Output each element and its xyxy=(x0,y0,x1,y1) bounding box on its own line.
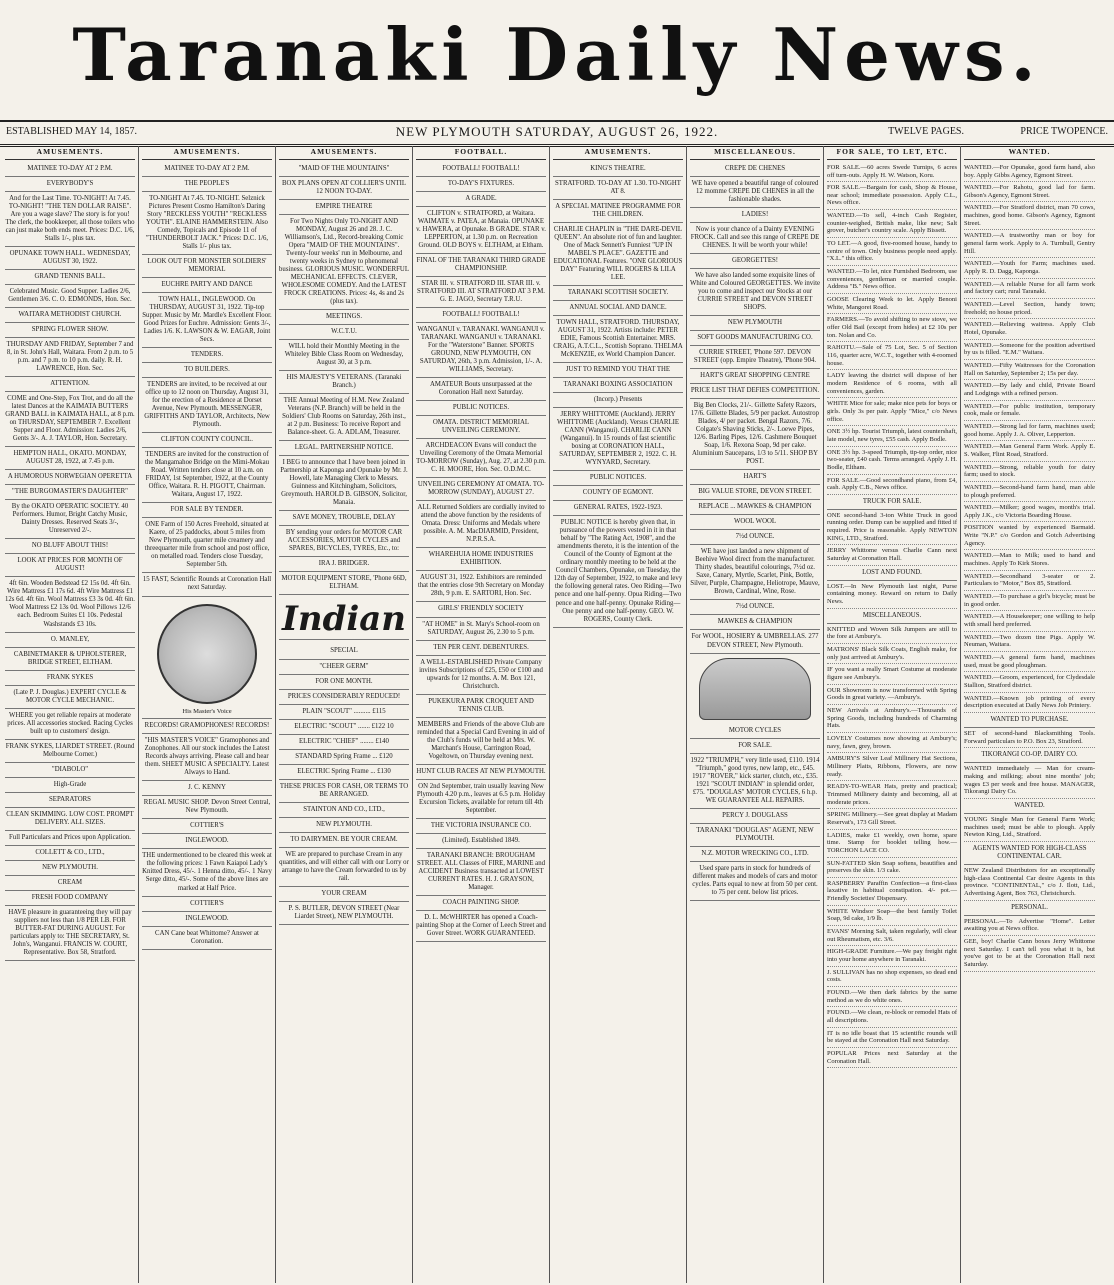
classified-ad: WANTED.—Someone for the position advertised by us is filled. "E.M." Waitara. xyxy=(964,340,1095,360)
ad-headline: HART'S xyxy=(690,470,820,485)
ad-subheading: Full Particulars and Prices upon Application. xyxy=(5,831,135,846)
classified-ad: FOUND.—We clean, re-block or remodel Hats of all descriptions. xyxy=(827,1007,957,1027)
ad-heading: FOOTBALL! FOOTBALL! xyxy=(416,308,546,323)
ad-body: THE undermentioned to be cleared this week at the following prices: 1 Fawn Kaiapoi Lady's Knitted Dress, 45/-. 1 Henna ditto, 45/-. 1 Navy Serge ditto, 45/-. Some of the above lines are marked at Half Price. xyxy=(142,849,272,896)
classified-ad: WANTED.—Strong lad for farm, machines used; good home. Apply J. A. Oliver, Lepperton. xyxy=(964,421,1095,441)
classified-ad: POSITION wanted by experienced Barmaid. Write "N.P." c/o Gordon and Gotch Advertising Agency. xyxy=(964,522,1095,550)
ad-subheading: NEW PLYMOUTH. xyxy=(279,818,409,833)
ad-body: ON 2nd September, train usually leaving New Plymouth 4.20 p.m., leaves at 6.5 p.m. Holiday Excursion Tickets, available for return till 4th September. xyxy=(416,780,546,819)
ad-subheading: UNVEILING CEREMONY AT OMATA. TO-MORROW (SUNDAY), AUGUST 27. xyxy=(416,478,546,501)
ad-body: WANGANUI v. TARANAKI. WANGANUI v. TARANAKI. WANGANUI v. TARANAKI. For the "Waterstone" Banner. SPORTS GROUND, NEW PLYMOUTH, ON SATURDAY, 26th, 3 p.m. Admission, 1/-. A. WILLIAMS, Secretary. xyxy=(416,323,546,378)
section-header: AMUSEMENTS. xyxy=(5,146,135,160)
classified-ad: AMBURY'S Silver Leaf Millinery Hat Sections, Millinery Plaits, Ribbons, Flowers, are now ready. xyxy=(827,753,957,781)
ad-subheading: TARANAKI "DOUGLAS" AGENT, NEW PLYMOUTH. xyxy=(690,824,820,847)
classified-ad: WHITE Windsor Soap—the best family Toilet Soap, 9d cake, 1/9 lb. xyxy=(827,906,957,926)
ad-body: CAN Cane beat Whittome? Answer at Coronation. xyxy=(142,927,272,950)
ad-subheading: A SPECIAL MATINEE PROGRAMME FOR THE CHILDREN. xyxy=(553,200,683,223)
column-5 xyxy=(550,146,687,1283)
section-header: AMUSEMENTS. xyxy=(142,146,272,160)
classified-ad: EVANS' Morning Salt, taken regularly, will clear out Rheumatism, etc. 3/6. xyxy=(827,926,957,946)
price-line: PLAIN "SCOUT" .......... £115 xyxy=(279,705,409,720)
ad-body: AUGUST 31, 1922. Exhibitors are reminded that the entries close 9th Secretary on Monday 28th, 9 p.m. E. SARTORI, Hon. Sec. xyxy=(416,571,546,602)
classified-ad: FOUND.—We then dark fabrics by the same method as we do white ones. xyxy=(827,987,957,1007)
ad-subheading: MATINEE TO-DAY AT 2 P.M. xyxy=(142,162,272,177)
classified-ad: WANTED.—For Stratford district, man 70 cows, machines, good home. Gibson's Agency, Egmont Street. xyxy=(964,202,1095,230)
ad-body: STAR III. v. STRATFORD III. STAR III. v. STRATFORD III. AT STRATFORD AT 3 P.M. G. E. JAGO, Secretary T.R.U. xyxy=(416,277,546,308)
ad-headline: EMPIRE THEATRE xyxy=(279,200,409,215)
ad-body: TARANAKI BRANCH: BROUGHAM STREET. ALL Classes of FIRE, MARINE and ACCIDENT Business transacted at LOWEST CURRENT RATES. H. J. GRAYSON, Manager. xyxy=(416,849,546,896)
classified-ad: WANTED.—A reliable Nurse for all farm work and factory cart; rural Taranaki. xyxy=(964,279,1095,299)
classified-ad: LOST.—In New Plymouth last night, Purse containing money. Reward on return to Daily News. xyxy=(827,581,957,609)
gramophone-logo-icon xyxy=(157,604,257,704)
ad-heading: NO BLUFF ABOUT THIS! xyxy=(5,539,135,554)
classified-ad: PERSONAL.—To Advertise "Home". Letter awaiting you at News office. xyxy=(964,916,1095,936)
ad-body: TOWN HALL, STRATFORD. THURSDAY, AUGUST 31, 1922. Artists include: PETER EDIE, Famous Scottish Entertainer. MRS. CRAIG, A.T.C.L., Scottish Soprano. THELMA McKENZIE, ex World Champion Dancer. xyxy=(553,316,683,363)
ad-heading: SPRING FLOWER SHOW. xyxy=(5,323,135,338)
classified-ad: ONE 3½ hp. Tourist Triumph, latest countershaft, late model, new tyres, £55 cash. Apply Bodle. xyxy=(827,426,957,446)
classified-ad: IF you want a really Smart Costume at moderate figure see Ambury's. xyxy=(827,664,957,684)
ad-heading: IRA J. BRIDGER. xyxy=(279,557,409,572)
ad-subheading: N.Z. MOTOR WRECKING CO., LTD. xyxy=(690,847,820,862)
indian-logo-text: Indian xyxy=(279,599,409,640)
ad-body: CLIFTON v. STRATFORD, at Waitara. WAIMATE v. PATEA, at Manaia. OPUNAKE v. HAWERA, at Opunake. B GRADE. STAR v. LEPPERTON, at 1.30 p.m. on Recreation Ground. OLD BOYS v. ELTHAM, at Eltham. xyxy=(416,207,546,254)
classified-ad: NEW Zealand Distributors for an exceptionally high-class Continental Car desire Agents in this province. "CONTINENTAL," c/o J. Ilott, Ltd., Advertising Agent, Box 763, Christchurch. xyxy=(964,865,1095,901)
ad-subheading: TARANAKI SCOTTISH SOCIETY. xyxy=(553,286,683,301)
columns-container xyxy=(2,146,1112,1283)
classified-ad: FARMERS.—To avoid shifting to new stove, we offer Old Bail (except from hides) at £2 10s per ton. Nolan and Co. xyxy=(827,314,957,342)
ad-subheading: MISCELLANEOUS. xyxy=(827,609,957,624)
classified-ad: KNITTED and Woven Silk Jumpers are still to the fore at Ambury's. xyxy=(827,624,957,644)
ad-headline: COTTIER'S xyxy=(142,897,272,912)
motorcycle-illustration xyxy=(699,658,811,720)
ad-subheading: PUKEKURA PARK CROQUET AND TENNIS CLUB. xyxy=(416,695,546,718)
ad-heading: COLLETT & CO., LTD., xyxy=(5,846,135,861)
classified-ad: WANTED.—By lady and child, Private Board and Lodgings with a refined person. xyxy=(964,380,1095,400)
ad-body: 1922 "TRIUMPH," very little used, £110. 1914 "Triumph," good tyres, new lamp, etc., £45. 1917 "ROVER," kick starter, clutch, etc., £35. 1921 "SCOUT INDIAN" in splendid order, £75. "DOUGLAS" MOTOR CYCLES, 6 h.p. WE GUARANTEE ALL REPAIRS. xyxy=(690,754,820,809)
ad-subheading: LOOK AT PRICES FOR MONTH OF AUGUST! xyxy=(5,554,135,577)
classified-ad: WANTED.—A general farm hand, machines used, must be good ploughman. xyxy=(964,652,1095,672)
ad-subheading: GENERAL RATES, 1922-1923. xyxy=(553,501,683,516)
classified-ad: POPULAR Prices next Saturday at the Coronation Hall. xyxy=(827,1048,957,1068)
classified-ad: WANTED.—For Rahotu, good lad for farm. Gibson's Agency, Egmont Street. xyxy=(964,182,1095,202)
ad-headline: CREAM xyxy=(5,876,135,891)
ad-subheading: NEW PLYMOUTH. xyxy=(5,861,135,876)
ad-subheading: REPLACE ... MAWKES & CHAMPION xyxy=(690,500,820,515)
ad-headline: YOUR CREAM xyxy=(279,887,409,902)
ad-subheading: LADIES! xyxy=(690,208,820,223)
ad-body: TOWN HALL, INGLEWOOD. On THURSDAY, AUGUST 31, 1922. Tip-top Supper. Music by Mr. Mardle's Excellent Floor. Good Prizes for Euchre. Admission: Gents 3/-, Ladies 1/6. K. LAWSON & W. EAGAR, Joint Secs. xyxy=(142,293,272,348)
ad-subheading: LEGAL. PARTNERSHIP NOTICE. xyxy=(279,441,409,456)
ad-subheading: FOR ONE MONTH. xyxy=(279,675,409,690)
ad-body: For Two Nights Only TO-NIGHT AND MONDAY, August 26 and 28. J. C. Williamson's, Ltd., Record-breaking Comic Opera "MAID OF THE MOUNTAINS". Twenty-four weeks' run in Melbourne, and twenty weeks in Sydney to phenomenal business. GLORIOUS MUSIC. WONDERFUL MECHANICAL EFFECTS. CLEVER, WHOLESOME COMEDY. And the LATEST FROCK CREATIONS. Prices: 4s, 4s and 2s (plus tax). xyxy=(279,215,409,310)
ad-subheading: LOOK OUT FOR MONSTER SOLDIERS' MEMORIAL xyxy=(142,255,272,278)
ad-body: 4ft 6in. Wooden Bedstead £2 15s 0d. 4ft 6in. Wire Mattress £1 17s 6d. 4ft Wire Mattress £1 12s 6d. 4ft 6in. Wool Mattress £3 3s 0d. 4ft 6in. Wool Mattress £2 13s 0d. Wool Pillows 12/6 each. Bedroom Suites £1 10s. Pedestal Washstands £3 10s. xyxy=(5,577,135,632)
classified-ad: RAHOTU.—Sale of 75 Lot, Sec. 5 of Section 116, quarter acre, W.C.T., together with 4-roomed house. xyxy=(827,342,957,370)
ad-body: WHERE you get reliable repairs at moderate prices. All accessories stocked. Racing Cycles built up to customers' design. xyxy=(5,709,135,740)
ad-subheading: ATTENTION. xyxy=(5,377,135,392)
column-3 xyxy=(276,146,413,1283)
ad-heading: EUCHRE PARTY AND DANCE xyxy=(142,278,272,293)
ad-subheading: TO BUILDERS. xyxy=(142,363,272,378)
ad-subheading: PUBLIC NOTICES. xyxy=(553,471,683,486)
classified-ad: LADIES, make £1 weekly, own home, spare time. Stamp for booklet telling how.—TORCHON LACE CO. xyxy=(827,830,957,858)
ad-subheading: GIRLS' FRIENDLY SOCIETY xyxy=(416,602,546,617)
ad-body: TO-NIGHT At 7.45. TO-NIGHT. Selznick Pictures Present Cosmo Hamilton's Daring Story "RECKLESS YOUTH" "RECKLESS YOUTH". ELAINE HAMMERSTEIN. Also Comedy, Topicals and Episode 11 of "THUNDERBOLT JACK." Prices: D.C. 1/6, Stalls 1/- plus tax. xyxy=(142,192,272,255)
ad-body: WE have just landed a new shipment of Beehive Wool direct from the manufacturer. Thirty shades, beautiful colourings, 7½d oz. Saxe, Canary, Myrtle, Scarlet, Pink, Bottle, Silver, Purple, Champagne, Heliotrope, Mauve, Brown, Cardinal, Wine, Rose. xyxy=(690,545,820,600)
masthead xyxy=(0,0,1114,120)
price-line: STANDARD Spring Frame ... £120 xyxy=(279,750,409,765)
ad-subheading: FRANK SYKES, LIARDET STREET. (Round Melbourne Corner.) xyxy=(5,740,135,763)
classified-ad: WANTED.—Youth for Farm; machines used. Apply R. D. Dagg, Kaponga. xyxy=(964,258,1095,278)
ad-heading: PERCY J. DOUGLASS xyxy=(690,809,820,824)
classified-ad: JERRY Whittome versus Charlie Cann next Saturday at Coronation Hall. xyxy=(827,545,957,565)
ad-body: WILL hold their Monthly Meeting in the Whiteley Bible Class Room on Wednesday, August 30, at 3 p.m. xyxy=(279,340,409,371)
established-date: ESTABLISHED MAY 14, 1857. xyxy=(6,126,137,137)
classified-ad: WANTED.—Man General Farm Work. Apply E. S. Walker, Flint Road, Stratford. xyxy=(964,441,1095,461)
classified-ad: SUN-FATTED Skin Soap softens, beautifies and preserves the skin. 1/3 cake. xyxy=(827,858,957,878)
ad-heading: STAINTON AND CO., LTD., xyxy=(279,803,409,818)
ad-body: PUBLIC NOTICE is hereby given that, in pursuance of the powers vested in it in that behalf by "The Rating Act, 1908", and the amendments thereto, it is the intention of the Council of the County of Egmont at the ordinary monthly meeting to be held at the Council Chambers, Opunake, on Tuesday, the 12th day of September, 1922, to make and levy the following general rates. Oeo Riding—Two pence and one half-penny. Opua Riding—Two pence and one half-penny. Opunake Riding—One penny and one half-penny. GEO. W. ROGERS, County Clerk. xyxy=(553,516,683,627)
ad-body: ONE Farm of 150 Acres Freehold, situated at Kaere, of 25 paddocks, about 5 miles from New Plymouth, quarter mile creamery and threequarter mile from school and post office, on metalled road. Tenders close Tuesday, September 5th. xyxy=(142,518,272,573)
ad-headline: COTTIER'S xyxy=(142,819,272,834)
ad-headline: SOFT GOODS MANUFACTURING CO. xyxy=(690,331,820,346)
ad-heading: 15 FAST, Scientific Rounds at Coronation Hall next Saturday. xyxy=(142,573,272,596)
ad-body: ALL Returned Soldiers are cordially invited to attend the above function by the residents of Omata. Dress: Uniforms and Medals where possible. A. M. MacDIARMID, President, N.P.R.S.A. xyxy=(416,501,546,548)
column-1 xyxy=(2,146,139,1283)
ad-body: WE are prepared to purchase Cream in any quantities, and will either call with our Lorry or arrange to have the Cream forwarded to us by rail. xyxy=(279,848,409,887)
ad-body: D. L. McWHIRTER has opened a Coach-painting Shop at the Corner of Leech Street and Gover Street. WORK GUARANTEED. xyxy=(416,911,546,942)
ad-subheading: HUNT CLUB RACES AT NEW PLYMOUTH. xyxy=(416,765,546,780)
ad-subheading: WAITARA METHODIST CHURCH. xyxy=(5,308,135,323)
ad-subheading: INGLEWOOD. xyxy=(142,912,272,927)
ad-headline: KING'S THEATRE. xyxy=(553,162,683,177)
his-masters-voice-logo xyxy=(142,597,272,720)
ad-subheading: (Limited). Established 1849. xyxy=(416,834,546,849)
price-line: ELECTRIC "SCOUT" ....... £122 10 xyxy=(279,720,409,735)
ad-body: HAVE pleasure in guaranteeing they will pay suppliers not less than 1/8 PER LB. FOR BUTTER-FAT DURING AUGUST. For particulars apply to: THE SECRETARY, St. John's, Wanganui. FRANCIS W. COURT, Representative. Box 58, Stratford. xyxy=(5,906,135,961)
section-header: MISCELLANEOUS. xyxy=(690,146,820,160)
ad-subheading: TRUCK FOR SALE. xyxy=(827,495,957,510)
ad-body: TENDERS are invited, to be received at our office up to 12 noon on Thursday, August 31, for the erection of a Residence at Dorset Avenue, New Plymouth. MESSENGER, GRIFFITHS AND TAYLOR, Architects, New Plymouth. xyxy=(142,378,272,433)
ad-body: JERRY WHITTOME (Auckland). JERRY WHITTOME (Auckland). Versus CHARLIE CANN (Wanganui). CHARLIE CANN (Wanganui). In 15 rounds of fast scientific boxing at CORONATION HALL, SATURDAY, SEPTEMBER 2, 1922. C. H. WYNYARD, Secretary. xyxy=(553,408,683,471)
ad-subheading: FOR SALE BY TENDER. xyxy=(142,503,272,518)
classified-ad: READY-TO-WEAR Hats, pretty and practical; Trimmed Millinery dainty and becoming, all at moderate prices. xyxy=(827,781,957,809)
classified-ad: HIGH-GRADE Furniture.—We pay freight right into your home anywhere in Taranaki. xyxy=(827,946,957,966)
classified-ad: WANTED.—Milker; good wages, month's trial. Apply J.K., c/o Victoria Boarding House. xyxy=(964,502,1095,522)
ad-subheading: (Incorp.) Presents xyxy=(553,393,683,408)
classified-ad: WANTED.—Groom, experienced, for Clydesdale Stallion, Stratford district. xyxy=(964,672,1095,692)
ad-subheading: High-Grade xyxy=(5,778,135,793)
ad-headline: HART'S GREAT SHOPPING CENTRE xyxy=(690,369,820,384)
section-header: AMUSEMENTS. xyxy=(553,146,683,160)
ad-subheading: Celebrated Music. Good Supper. Ladies 2/6, Gentlemen 3/6. C. O. EDMONDS, Hon. Sec. xyxy=(5,285,135,308)
classified-ad: WANTED.—A Housekeeper; one willing to help with small herd preferred. xyxy=(964,611,1095,631)
ad-headline: FRANK SYKES xyxy=(5,671,135,686)
ad-subheading: NEW PLYMOUTH xyxy=(690,316,820,331)
ad-subheading: WANTED TO PURCHASE. xyxy=(964,713,1095,728)
ad-subheading: JUST TO REMIND YOU THAT THE xyxy=(553,363,683,378)
classified-ad: WANTED.—To sell, 4-inch Cash Register, counter-weighed, British make, like new; Salt grover, butcher's country scale. Apply Bissett. xyxy=(827,210,957,238)
ad-subheading: OMATA. DISTRICT MEMORIAL UNVEILING CEREMONY. xyxy=(416,416,546,439)
classified-ad: GOOSE Clearing Week to let. Apply Benoni White, Mangorei Road. xyxy=(827,294,957,314)
ad-headline: MAWKES & CHAMPION xyxy=(690,615,820,630)
classified-ad: LOVELY Costumes now showing at Ambury's; navy, fawn, grey, brown. xyxy=(827,733,957,753)
ad-subheading: MEETINGS. xyxy=(279,310,409,325)
ad-headline: EVERYBODY'S xyxy=(5,177,135,192)
column-4 xyxy=(413,146,550,1283)
classified-ad: IT is no idle boast that 15 scientific rounds will be stayed at the Coronation Hall next Saturday. xyxy=(827,1028,957,1048)
ad-heading: ANNUAL SOCIAL AND DANCE. xyxy=(553,301,683,316)
ad-subheading: PERSONAL. xyxy=(964,901,1095,916)
classified-ad: WANTED.—To let, nice Furnished Bedroom, use conveniences, gentleman or married couple. Address "B." News office. xyxy=(827,266,957,294)
dateline-bar xyxy=(0,120,1114,147)
ad-heading: SAVE MONEY, TROUBLE, DELAY xyxy=(279,511,409,526)
ad-subheading: THESE PRICES FOR CASH, OR TERMS TO BE ARRANGED. xyxy=(279,780,409,803)
ad-heading: "DIABOLO" xyxy=(5,763,135,778)
section-header: AMUSEMENTS. xyxy=(279,146,409,160)
classified-ad: WANTED.—Strong, reliable youth for dairy farm; used to stock. xyxy=(964,462,1095,482)
ad-body: Now is your chance of a Dainty EVENING FROCK. Call and see this range of CREPE DE CHENES. It will be worth your while! xyxy=(690,223,820,254)
ad-heading: SPECIAL xyxy=(279,644,409,659)
classified-ad: SET of second-hand Blacksmithing Tools. Forward particulars to P.O. Box 23, Stratford. xyxy=(964,728,1095,748)
ad-body: We have also landed some exquisite lines of White and Coloured GEORGETTES. We invite you to come and inspect our Stocks at our CURRIE STREET and DEVON STREET SHOPS. xyxy=(690,269,820,316)
ad-body: COME and One-Step, Fox Trot, and do all the latest Dances at the KAIMATA BUTTERS GRAND BALL in KAIMATA HALL, at 8 p.m. on THURSDAY, SEPTEMBER 7. Excellent Supper and Floor. Admission: Ladies 2/6, Gents 3/-. A. J. TAYLOR, Hon. Secretary. xyxy=(5,392,135,447)
ad-heading: "CHEER GERM" xyxy=(279,660,409,675)
logo-caption: His Master's Voice xyxy=(182,707,232,715)
ad-subheading: TIKORANGI CO-OP. DAIRY CO. xyxy=(964,748,1095,763)
classified-ad: GEE, boy! Charlie Cann boxes Jerry Whittome next Saturday. I can't tell you what it is, but you've got to be at the Coronation Hall next Saturday. xyxy=(964,936,1095,972)
ad-body: And for the Last Time. TO-NIGHT! At 7.45. TO-NIGHT! "THE TEN DOLLAR RAISE". Are you a wage slave? The story is for you! The clerk, the bookkeeper, all those toilers who can just make both ends meet. Prices: D.C. 1/6, Stalls 1/-, plus tax. xyxy=(5,192,135,247)
ad-body: By the OKATO OPERATIC SOCIETY. 40 Performers. Humor, Bright Catchy Music, Dainty Dresses. Reserved Seats 3/-, Unreserved 2/-. xyxy=(5,500,135,539)
column-7 xyxy=(824,146,961,1283)
ad-heading: FOOTBALL! FOOTBALL! xyxy=(416,162,546,177)
ad-body: AMATEUR Bouts unsurpassed at the Coronation Hall next Saturday. xyxy=(416,378,546,401)
ad-subheading: STRATFORD. TO-DAY AT 1.30. TO-NIGHT AT 8. xyxy=(553,177,683,200)
page-count: TWELVE PAGES. xyxy=(888,126,964,137)
ad-subheading: CLEAN SKIMMING. LOW COST. PROMPT DELIVERY. ALL SIZES. xyxy=(5,808,135,831)
ad-heading: 7½d OUNCE. xyxy=(690,600,820,615)
ad-subheading: FOR SALE. xyxy=(690,739,820,754)
ad-subheading: REGAL MUSIC SHOP. Devon Street Central, New Plymouth. xyxy=(142,796,272,819)
classified-ad: WANTED.—Relieving waitress. Apply Club Hotel, Opunake. xyxy=(964,319,1095,339)
ad-subheading: PRICE LIST THAT DEFIES COMPETITION. xyxy=(690,384,820,399)
ad-heading: FINAL OF THE TARANAKI THIRD GRADE CHAMPIONSHIP. xyxy=(416,254,546,277)
ad-body: BY sending your orders for MOTOR CAR ACCESSORIES, MOTOR CYCLES and SPARES, BICYCLES, TYRES, Etc., to: xyxy=(279,526,409,557)
ad-subheading: HEMPTON HALL, OKATO. MONDAY, AUGUST 28, 1922, at 7.45 p.m. xyxy=(5,447,135,470)
ad-headline: TARANAKI BOXING ASSOCIATION xyxy=(553,378,683,393)
ad-body: Big Ben Clocks, 21/-. Gillette Safety Razors, 17/6. Gillette Blades, 5/9 per packet. Autostrop Blades, 4/ per packet. Bengal Razors, 7/6. Colgate's Shaving Sticks, 2/-. Loewe Pipes, 12/6. Barling Pipes, 12/6. Cashmere Bouquet Soap, 1/6. Rexona Soap, 9d per cake. Aluminium Saucepans, 1/3 to 5/11. SHOP BY POST. xyxy=(690,399,820,470)
ad-subheading: W.C.T.U. xyxy=(279,325,409,340)
ad-body: THE Annual Meeting of H.M. New Zealand Veterans (N.P. Branch) will be held in the Soldiers' Club Rooms on Saturday, 26th inst., at 2 p.m. Business: To receive Report and Balance-sheet. G. A. ADLAM, Treasurer. xyxy=(279,394,409,441)
classified-ad: WANTED.—For public institution, temporary cook, male or female. xyxy=(964,401,1095,421)
price-line: ELECTRIC Spring Frame ... £130 xyxy=(279,765,409,780)
ad-body: "HIS MASTER'S VOICE" Gramophones and Zonophones. All our stock includes the Latest Records always arriving. Please call and hear them. SHEET MUSIC A SPECIALTY. Latest Always to Hand. xyxy=(142,734,272,781)
ad-subheading: P. S. BUTLER, DEVON STREET (Near Liardet Street), NEW PLYMOUTH. xyxy=(279,902,409,925)
classified-ad: SPRING Millinery.—See great display at Madam Reservat's, 173 Gill Street. xyxy=(827,809,957,829)
classified-ad: TO LET.—A good, five-roomed house, handy to centre of town. Only business people need apply. "X.L." this office. xyxy=(827,238,957,266)
ad-subheading: TO DAIRYMEN. BE YOUR CREAM. xyxy=(279,833,409,848)
ad-subheading: CLIFTON COUNTY COUNCIL. xyxy=(142,433,272,448)
ad-heading: O. MANLEY, xyxy=(5,633,135,648)
ad-heading: "THE BURGOMASTER'S DAUGHTER" xyxy=(5,485,135,500)
classified-ad: WANTED.—For Opunake, good farm hand, also boy. Apply Gibbs Agency, Egmont Street. xyxy=(964,162,1095,182)
column-6 xyxy=(687,146,824,1283)
newspaper-title: Taranaki Daily News. xyxy=(72,12,1042,97)
classified-ad: WANTED.—Secondhand 3-seater or 2. Particulars to "Motor," Box 85, Stratford. xyxy=(964,571,1095,591)
ad-subheading: WANTED. xyxy=(964,799,1095,814)
classified-ad: WANTED.—Man to Milk; used to hand and machines. Apply To Kirk Stores. xyxy=(964,550,1095,570)
ad-subheading: A GRADE. xyxy=(416,192,546,207)
ad-subheading: INGLEWOOD. xyxy=(142,834,272,849)
ad-heading: A HUMOROUS NORWEGIAN OPERETTA xyxy=(5,470,135,485)
classified-ad: WHITE Mice for sale; make nice pets for boys or girls. Only 3s per pair. Apply "Mice," c/o News office. xyxy=(827,398,957,426)
ad-heading: MOTOR CYCLES xyxy=(690,724,820,739)
classified-ad: J. SULLIVAN has no shop expenses, so dead end costs. xyxy=(827,967,957,987)
classified-ad: LADY leaving the district will dispose of her modern Residence of 6 rooms, with all conveniences, garden. xyxy=(827,370,957,398)
classified-ad: WANTED.—Fifty Waitresses for the Coronation Hall on Saturday, September 2; 15s per day. xyxy=(964,360,1095,380)
classified-ad: OUR Showroom is now transformed with Spring Goods in great variety. —Ambury's. xyxy=(827,685,957,705)
section-header: FOR SALE, TO LET, ETC. xyxy=(827,146,957,160)
ad-subheading: LOST AND FOUND. xyxy=(827,566,957,581)
section-header: FOOTBALL. xyxy=(416,146,546,160)
classified-ad: YOUNG Single Man for General Farm Work; machines used; must be able to plough. Apply Newton King, Ltd., Stratford. xyxy=(964,814,1095,842)
classified-ad: ONE second-hand 3-ton White Truck in good running order. Dump can be supplied and fitted if required. Price is reasonable. Apply NEWTON KING, LTD., Stratford. xyxy=(827,510,957,546)
classified-ad: RASPBERRY Paraffin Confection—a first-class laxative in habitual constipation. 4/- pot.—Friendly Societies' Dispensary. xyxy=(827,878,957,906)
issue-date: NEW PLYMOUTH SATURDAY, AUGUST 26, 1922. xyxy=(395,124,719,139)
classified-ad: ONE 3½ hp. 3-speed Triumph, tip-top order, nice two-seater, £40 cash. Terms arranged. Apply J. H. Bodle, Eltham. xyxy=(827,447,957,475)
classified-ad: MATRONS' Black Silk Coats, English make, for only just arrived at Ambury's. xyxy=(827,644,957,664)
ad-headline: CREPE DE CHENES xyxy=(690,162,820,177)
ad-headline: J. C. KENNY xyxy=(142,781,272,796)
ad-subheading: MOTOR EQUIPMENT STORE, 'Phone 66D, ELTHAM. xyxy=(279,572,409,595)
ad-subheading: OPUNAKE TOWN HALL. WEDNESDAY, AUGUST 30, 1922. xyxy=(5,247,135,270)
ad-body: Used spare parts in stock for hundreds of different makes and models of cars and motor cycles. Parts equal to new at from 50 per cent. to 75 per cent. below list prices. xyxy=(690,862,820,901)
ad-heading: "MAID OF THE MOUNTAINS" xyxy=(279,162,409,177)
ad-headline: SEPARATORS xyxy=(5,793,135,808)
price-line: ELECTRIC "CHIEF" ........ £140 xyxy=(279,735,409,750)
classified-ad: WANTED immediately — Man for cream-making and milking; about nine months' job; wages £3 per week and free house. MANAGER, Tikorangi Dairy Co. xyxy=(964,763,1095,799)
ad-body: ARCHDEACON Evans will conduct the Unveiling Ceremony of the Omata Memorial TO-MORROW (Sunday), Aug. 27, at 2.30 p.m. C. H. MOORE, Hon. Sec. O.D.M.C. xyxy=(416,439,546,478)
ad-heading: GRAND TENNIS BALL. xyxy=(5,270,135,285)
ad-subheading: CURRIE STREET, 'Phone 597. DEVON STREET (opp. Empire Theatre), 'Phone 904. xyxy=(690,346,820,369)
ad-body: TENDERS are invited for the construction of the Mangamahoe Bridge on the Mimi-Mokau Road. Written tenders close at 10 a.m. on FRIDAY, 1st September, 1922, at the County Office, Waitara. R. H. PIGOTT, Chairman. Waitara, August 17, 1922. xyxy=(142,448,272,503)
ad-heading: PRICES CONSIDERABLY REDUCED! xyxy=(279,690,409,705)
ad-body: A WELL-ESTABLISHED Private Company invites Subscriptions of £25, £50 or £100 and upwards for 12 months. A. M. Box 121, Christchurch. xyxy=(416,656,546,695)
ad-body: "AT HOME" in St. Mary's School-room on SATURDAY, August 26, 2.30 to 5 p.m. xyxy=(416,618,546,641)
ad-subheading: CABINETMAKER & UPHOLSTERER, BRIDGE STREET, ELTHAM. xyxy=(5,648,135,671)
ad-subheading: RECORDS! GRAMOPHONES! RECORDS! xyxy=(142,719,272,734)
ad-subheading: COACH PAINTING SHOP. xyxy=(416,896,546,911)
ad-headline: GEORGETTES! xyxy=(690,254,820,269)
section-header: WANTED. xyxy=(964,146,1095,160)
ad-subheading: PUBLIC NOTICES. xyxy=(416,401,546,416)
ad-subheading: COUNTY OF EGMONT. xyxy=(553,486,683,501)
classified-ad: FOR SALE.—Good secondhand piano, from £4, cash. Apply C.B., News office. xyxy=(827,475,957,495)
ad-subheading: BOX PLANS OPEN AT COLLIER'S UNTIL 12 NOON TO-DAY. xyxy=(279,177,409,200)
ad-subheading: For WOOL, HOSIERY & UMBRELLAS. 277 DEVON STREET, New Plymouth. xyxy=(690,630,820,653)
ad-body: THURSDAY AND FRIDAY, September 7 and 8, in St. John's Hall, Waitara. From 2 p.m. to 5 p.m. and 7 p.m. to 10 p.m. daily. R. H. LAWRENCE, Hon. Sec. xyxy=(5,338,135,377)
classified-ad: FOR SALE.—60 acres Swede Turnips, 6 acres off turn-outs. Apply H. W. Watson, Koru. xyxy=(827,162,957,182)
column-2 xyxy=(139,146,276,1283)
ad-subheading: FRESH FOOD COMPANY xyxy=(5,891,135,906)
ad-subheading: BIG VALUE STORE, DEVON STREET. xyxy=(690,485,820,500)
ad-body: CHARLIE CHAPLIN in "THE DARE-DEVIL QUEEN". An absolute riot of fun and laughter. One of Mack Sennett's Funniest "UP IN MABEL'S PLACE". GAZETTE and EDUCATIONAL Features. "ONE GLORIOUS DAY" Featuring WILL ROGERS & LILA LEE. xyxy=(553,223,683,286)
ad-body: WE have opened a beautiful range of coloured 12 momme CREPE DE CHENES in all the fashionable shades. xyxy=(690,177,820,208)
classified-ad: NEW Arrivals at Ambury's.—Thousands of Spring Goods, including hundreds of Charming Hats. xyxy=(827,705,957,733)
ad-headline: WOOL WOOL xyxy=(690,515,820,530)
ad-subheading: TEN PER CENT. DEBENTURES. xyxy=(416,641,546,656)
classified-ad: WANTED.—Second-hand farm hand, man able to plough preferred. xyxy=(964,482,1095,502)
column-8 xyxy=(961,146,1098,1283)
classified-ad: FOR SALE.—Bargain for cash, Shop & House, near school; immediate possession. Apply C.L., News office. xyxy=(827,182,957,210)
ad-heading: THE VICTORIA INSURANCE CO. xyxy=(416,819,546,834)
classified-ad: WANTED.—Known job printing of every description executed at Daily News Job Printery. xyxy=(964,693,1095,713)
ad-subheading: AGENTS WANTED FOR HIGH-CLASS CONTINENTAL CAR. xyxy=(964,842,1095,865)
price: PRICE TWOPENCE. xyxy=(1020,126,1108,137)
ad-subheading: TO-DAY'S FIXTURES. xyxy=(416,177,546,192)
classified-ad: WANTED.—A trustworthy man or boy for general farm work. Apply to A. Turnbull, Gentry Hill. xyxy=(964,230,1095,258)
classified-ad: WANTED.—To purchase a girl's bicycle; must be in good order. xyxy=(964,591,1095,611)
ad-subheading: HIS MAJESTY'S VETERANS. (Taranaki Branch.) xyxy=(279,371,409,394)
ad-subheading: TENDERS. xyxy=(142,348,272,363)
ad-headline: THE PEOPLE'S xyxy=(142,177,272,192)
ad-subheading: WHAREHUIA HOME INDUSTRIES EXHIBITION. xyxy=(416,548,546,571)
ad-heading: 7½d OUNCE. xyxy=(690,530,820,545)
classified-ad: WANTED.—Level Section, handy town; freehold; no house priced. xyxy=(964,299,1095,319)
classified-ad: WANTED.—Two dozen tine Pigs. Apply W. Neuman, Waitara. xyxy=(964,632,1095,652)
ad-heading: MATINEE TO-DAY AT 2 P.M. xyxy=(5,162,135,177)
ad-body: I BEG to announce that I have been joined in Partnership at Kaponga and Opunake by Mr. J. Howell, late Managing Clerk to Messrs. Guinness and Kitchingham, Solicitors, Greymouth. HAROLD B. GIBSON, Solicitor, Manaia. xyxy=(279,456,409,511)
ad-subheading: (Late P. J. Douglas.) EXPERT CYCLE & MOTOR CYCLE MECHANIC. xyxy=(5,686,135,709)
ad-body: MEMBERS and Friends of the above Club are reminded that a Special Card Evening in aid of the Club's funds will be held at Mrs. W. Marchant's House, Carrington Road, Vogeltown, on Thursday evening next. xyxy=(416,718,546,765)
